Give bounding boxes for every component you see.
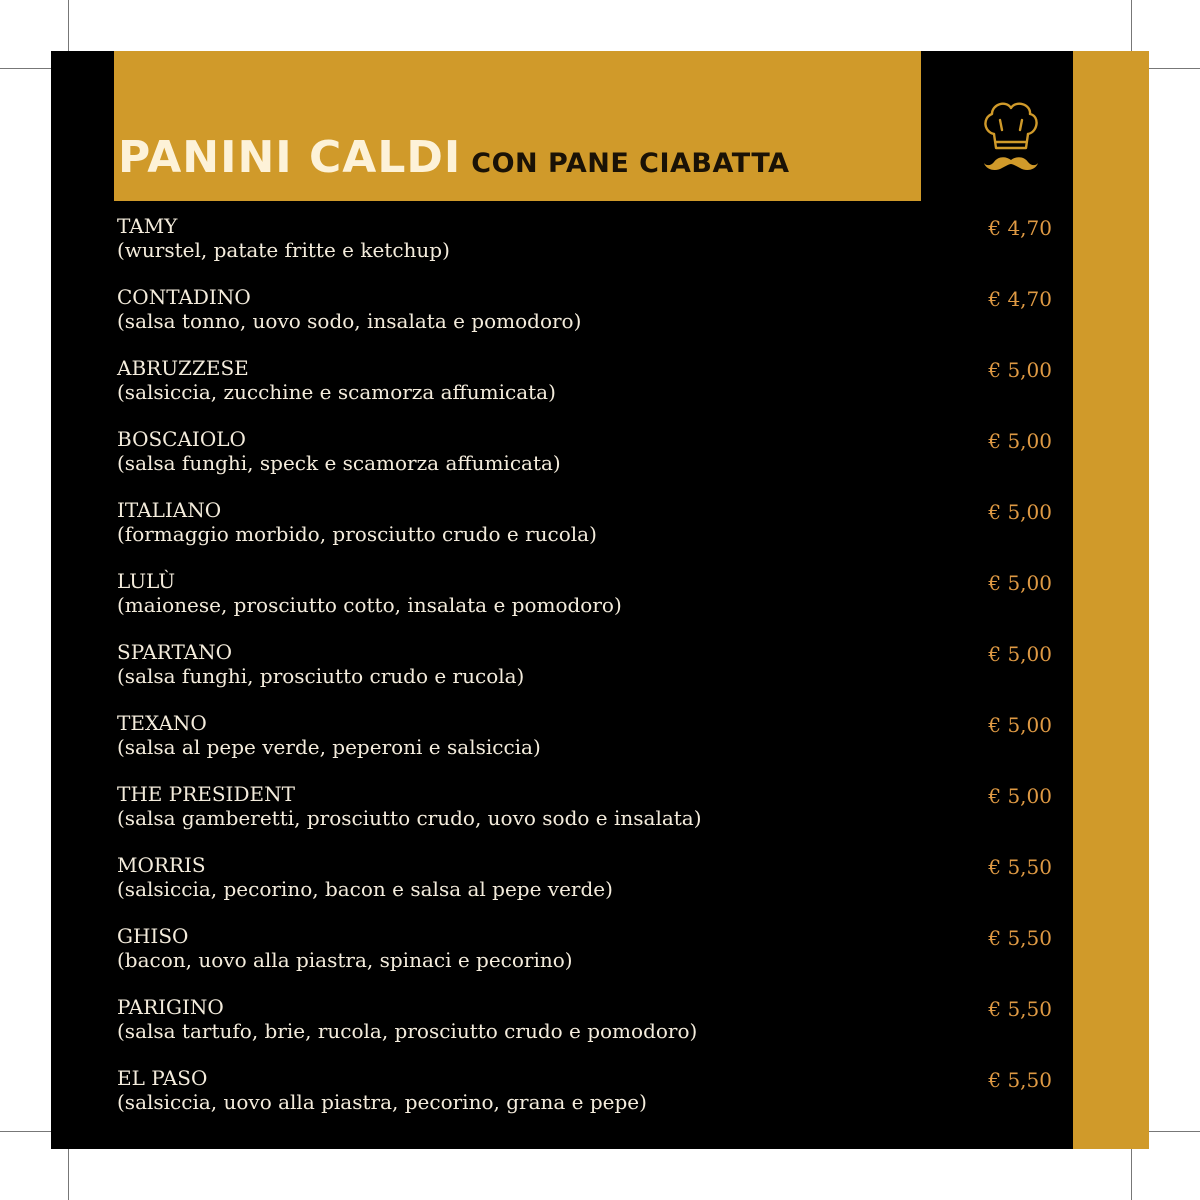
item-name: TEXANO — [117, 711, 207, 735]
item-name: CONTADINO — [117, 285, 251, 309]
item-name: GHISO — [117, 924, 189, 948]
item-description: (wurstel, patate fritte e ketchup) — [117, 238, 450, 262]
item-description: (salsiccia, uovo alla piastra, pecorino, grana e pepe) — [117, 1090, 647, 1114]
item-name: EL PASO — [117, 1066, 208, 1090]
menu-item — [117, 924, 1057, 995]
menu-item — [117, 711, 1057, 782]
item-description: (salsiccia, zucchine e scamorza affumicata) — [117, 380, 556, 404]
item-price: € 5,00 — [988, 642, 1052, 666]
menu-item — [117, 214, 1057, 285]
item-price: € 5,00 — [988, 429, 1052, 453]
item-description: (formaggio morbido, prosciutto crudo e rucola) — [117, 522, 597, 546]
item-price: € 5,50 — [988, 1068, 1052, 1092]
menu-item — [117, 782, 1057, 853]
item-name: PARIGINO — [117, 995, 224, 1019]
crop-mark-right-top — [1148, 68, 1200, 69]
menu-item — [117, 356, 1057, 427]
chef-hat-mustache-icon — [978, 98, 1044, 178]
item-name: LULÙ — [117, 569, 176, 593]
crop-mark-bottom-right — [1131, 1148, 1132, 1200]
item-name: SPARTANO — [117, 640, 233, 664]
item-description: (salsa al pepe verde, peperoni e salsiccia) — [117, 735, 541, 759]
title-main: PANINI CALDI — [118, 132, 462, 183]
page-title — [118, 132, 790, 183]
item-description: (salsa tonno, uovo sodo, insalata e pomodoro) — [117, 309, 582, 333]
menu-item — [117, 853, 1057, 924]
item-name: THE PRESIDENT — [117, 782, 295, 806]
crop-mark-top-right — [1131, 0, 1132, 52]
item-price: € 5,00 — [988, 500, 1052, 524]
item-price: € 5,00 — [988, 571, 1052, 595]
menu-item — [117, 995, 1057, 1066]
item-name: ITALIANO — [117, 498, 222, 522]
item-name: TAMY — [117, 214, 178, 238]
item-price: € 5,50 — [988, 855, 1052, 879]
menu-item — [117, 427, 1057, 498]
crop-mark-right-bottom — [1148, 1131, 1200, 1132]
crop-mark-left-top — [0, 68, 52, 69]
item-price: € 5,00 — [988, 358, 1052, 382]
item-description: (salsa gamberetti, prosciutto crudo, uovo sodo e insalata) — [117, 806, 702, 830]
gold-side-strip — [1073, 51, 1149, 1149]
crop-mark-left-bottom — [0, 1131, 52, 1132]
item-price: € 5,50 — [988, 997, 1052, 1021]
item-name: BOSCAIOLO — [117, 427, 246, 451]
item-description: (salsiccia, pecorino, bacon e salsa al pepe verde) — [117, 877, 613, 901]
item-description: (salsa funghi, speck e scamorza affumicata) — [117, 451, 561, 475]
item-name: MORRIS — [117, 853, 206, 877]
menu-item — [117, 569, 1057, 640]
menu-item — [117, 498, 1057, 569]
item-description: (salsa funghi, prosciutto crudo e rucola) — [117, 664, 525, 688]
title-subtitle: CON PANE CIABATTA — [471, 148, 790, 179]
menu-item — [117, 640, 1057, 711]
item-description: (salsa tartufo, brie, rucola, prosciutto crudo e pomodoro) — [117, 1019, 698, 1043]
menu-item — [117, 1066, 1057, 1137]
item-price: € 5,50 — [988, 926, 1052, 950]
item-description: (maionese, prosciutto cotto, insalata e pomodoro) — [117, 593, 622, 617]
item-description: (bacon, uovo alla piastra, spinaci e pecorino) — [117, 948, 573, 972]
menu-item — [117, 285, 1057, 356]
crop-mark-top-left — [68, 0, 69, 52]
item-price: € 5,00 — [988, 784, 1052, 808]
menu-list — [117, 214, 1057, 1137]
item-price: € 4,70 — [988, 287, 1052, 311]
crop-mark-bottom-left — [68, 1148, 69, 1200]
item-price: € 4,70 — [988, 216, 1052, 240]
item-price: € 5,00 — [988, 713, 1052, 737]
item-name: ABRUZZESE — [117, 356, 249, 380]
